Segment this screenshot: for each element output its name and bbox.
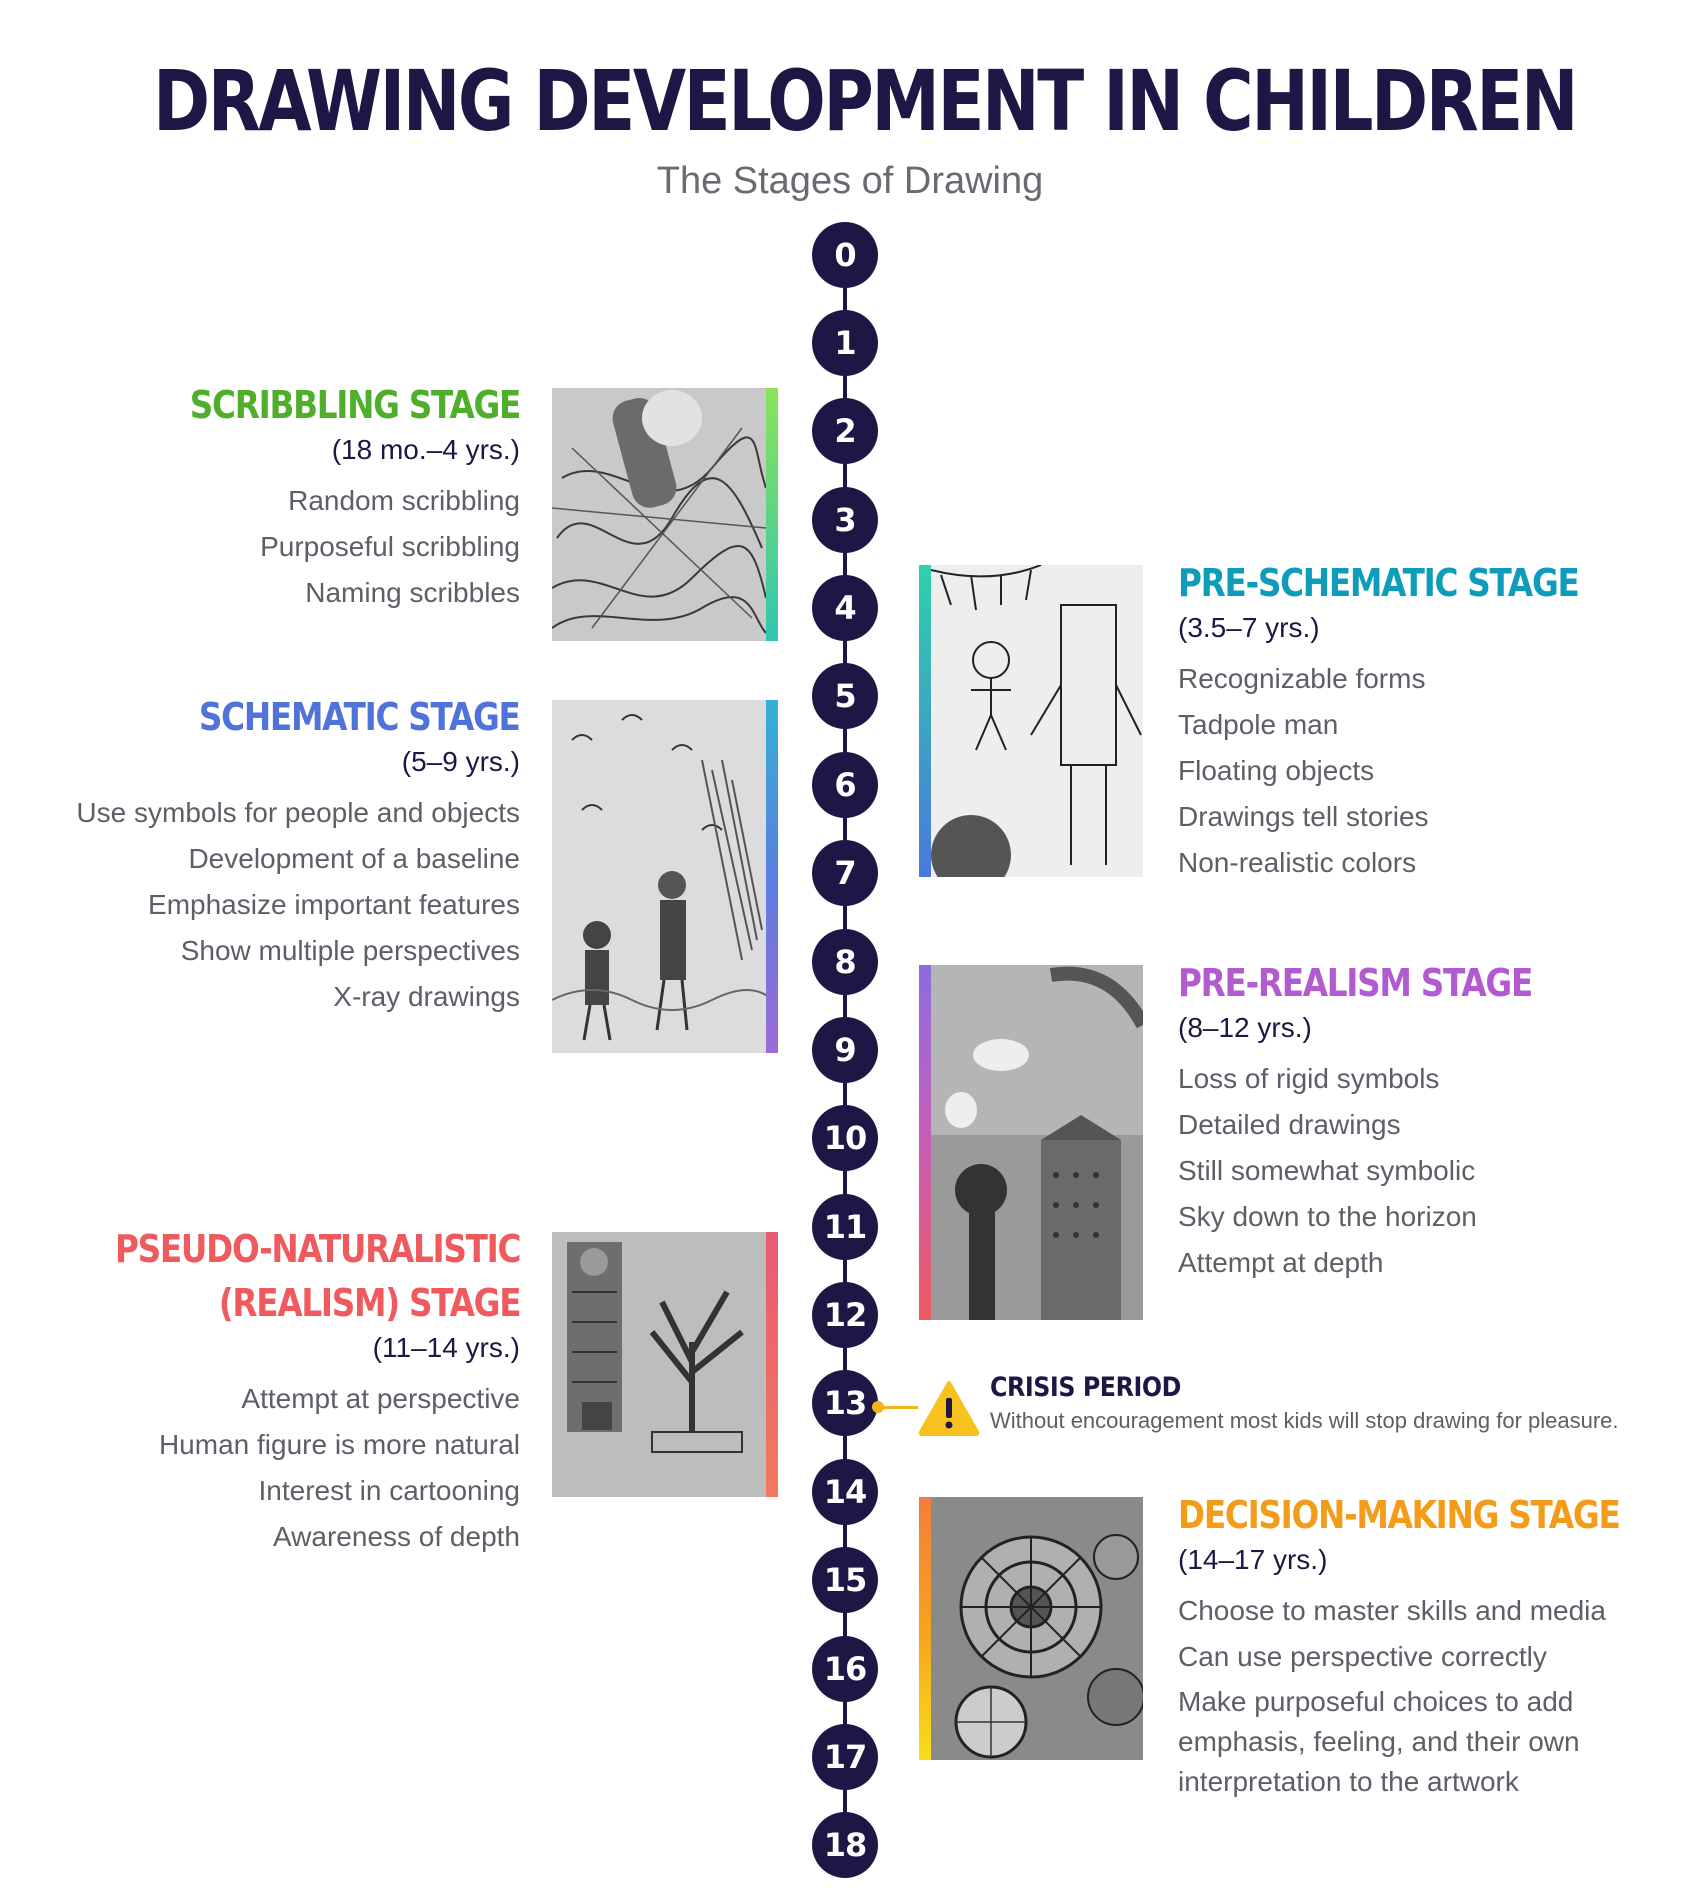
- stage-item: Random scribbling: [288, 485, 520, 516]
- age-node: 8: [812, 929, 878, 995]
- scribble-drawing-image: [552, 388, 766, 641]
- stage-item: Choose to master skills and media: [1178, 1595, 1606, 1626]
- stage-item: Detailed drawings: [1178, 1109, 1401, 1140]
- stage-title: PRE-SCHEMATIC STAGE: [1178, 561, 1579, 605]
- age-node: 9: [812, 1017, 878, 1083]
- stage-item: X-ray drawings: [333, 981, 520, 1012]
- decision-making-stage: [1178, 1488, 1691, 1800]
- stage-title: SCRIBBLING STAGE: [189, 383, 520, 427]
- age-node: 12: [812, 1282, 878, 1348]
- stage-item: Attempt at perspective: [241, 1383, 520, 1414]
- stage-color-bar: [766, 388, 778, 641]
- stage-item: Can use perspective correctly: [1178, 1641, 1547, 1672]
- stage-item: Human figure is more natural: [158, 1429, 520, 1460]
- stage-age: (14–17 yrs.): [1178, 1544, 1328, 1575]
- page-title: DRAWING DEVELOPMENT IN CHILDREN: [153, 52, 1577, 150]
- stage-item: Naming scribbles: [305, 577, 520, 608]
- stage-item: Loss of rigid symbols: [1178, 1063, 1440, 1094]
- stage-item: Attempt at depth: [1178, 1247, 1384, 1278]
- crisis-connector-line: [878, 1406, 918, 1409]
- stage-item: emphasis, feeling, and their own: [1178, 1726, 1580, 1757]
- crisis-text: Without encouragement most kids will stop drawing for pleasure.: [990, 1408, 1619, 1433]
- stage-color-bar: [766, 700, 778, 1053]
- age-node: 15: [812, 1547, 878, 1613]
- stage-item: interpretation to the artwork: [1178, 1766, 1519, 1797]
- pseudo-naturalistic-stage: [49, 1222, 520, 1560]
- age-node: 6: [812, 752, 878, 818]
- crisis-title: CRISIS PERIOD: [990, 1372, 1181, 1403]
- zentangle-drawing-image: [931, 1497, 1143, 1760]
- stage-age: (11–14 yrs.): [372, 1332, 520, 1363]
- stage-age: (5–9 yrs.): [401, 746, 520, 777]
- stage-item: Interest in cartooning: [258, 1475, 520, 1506]
- age-node: 2: [812, 398, 878, 464]
- warning-icon: [918, 1380, 980, 1436]
- age-node: 18: [812, 1812, 878, 1878]
- age-node: 14: [812, 1459, 878, 1525]
- stage-title-line2: (REALISM) STAGE: [218, 1281, 520, 1325]
- stage-item: Non-realistic colors: [1178, 847, 1417, 878]
- stage-title: DECISION-MAKING STAGE: [1178, 1493, 1620, 1537]
- stage-item: Recognizable forms: [1178, 663, 1426, 694]
- stage-item: Purposeful scribbling: [260, 531, 520, 562]
- stage-item: Floating objects: [1178, 755, 1375, 786]
- stage-item: Show multiple perspectives: [180, 935, 520, 966]
- stage-item: Awareness of depth: [273, 1521, 520, 1552]
- stage-age: (8–12 yrs.): [1178, 1012, 1312, 1043]
- age-node: 3: [812, 487, 878, 553]
- stage-item: Emphasize important features: [148, 889, 520, 920]
- pre-realism-stage: [1178, 956, 1590, 1286]
- stage-color-bar: [919, 565, 931, 877]
- stage-item: Tadpole man: [1178, 709, 1339, 740]
- age-node: 5: [812, 663, 878, 729]
- stage-item: Use symbols for people and objects: [76, 797, 520, 828]
- age-node: 10: [812, 1105, 878, 1171]
- stage-color-bar: [919, 965, 931, 1320]
- stage-color-bar: [766, 1232, 778, 1497]
- tadpole-drawing-image: [931, 565, 1143, 877]
- pre-schematic-stage: [1178, 556, 1644, 886]
- schematic-drawing-image: [552, 700, 766, 1053]
- stage-title: SCHEMATIC STAGE: [199, 695, 520, 739]
- stage-item: Make purposeful choices to add: [1178, 1686, 1574, 1717]
- age-node: 11: [812, 1194, 878, 1260]
- stage-title-line1: PSEUDO-NATURALISTIC: [114, 1227, 520, 1271]
- stage-item: Sky down to the horizon: [1178, 1201, 1477, 1232]
- schematic-stage: [76, 690, 520, 1020]
- stage-age: (3.5–7 yrs.): [1178, 612, 1320, 643]
- page-subtitle: The Stages of Drawing: [656, 160, 1044, 202]
- stage-item: Drawings tell stories: [1178, 801, 1429, 832]
- stage-title: PRE-REALISM STAGE: [1178, 961, 1533, 1005]
- scribbling-stage: [136, 378, 520, 616]
- pre-realism-drawing-image: [931, 965, 1143, 1320]
- age-node: 1: [812, 310, 878, 376]
- realism-drawing-image: [552, 1232, 766, 1497]
- age-node: 7: [812, 840, 878, 906]
- stage-color-bar: [919, 1497, 931, 1760]
- age-node: 0: [812, 222, 878, 288]
- age-node: 13: [812, 1370, 878, 1436]
- stage-item: Development of a baseline: [188, 843, 520, 874]
- age-node: 16: [812, 1636, 878, 1702]
- age-node: 17: [812, 1724, 878, 1790]
- stage-age: (18 mo.–4 yrs.): [331, 434, 520, 465]
- stage-item: Still somewhat symbolic: [1178, 1155, 1476, 1186]
- age-node: 4: [812, 575, 878, 641]
